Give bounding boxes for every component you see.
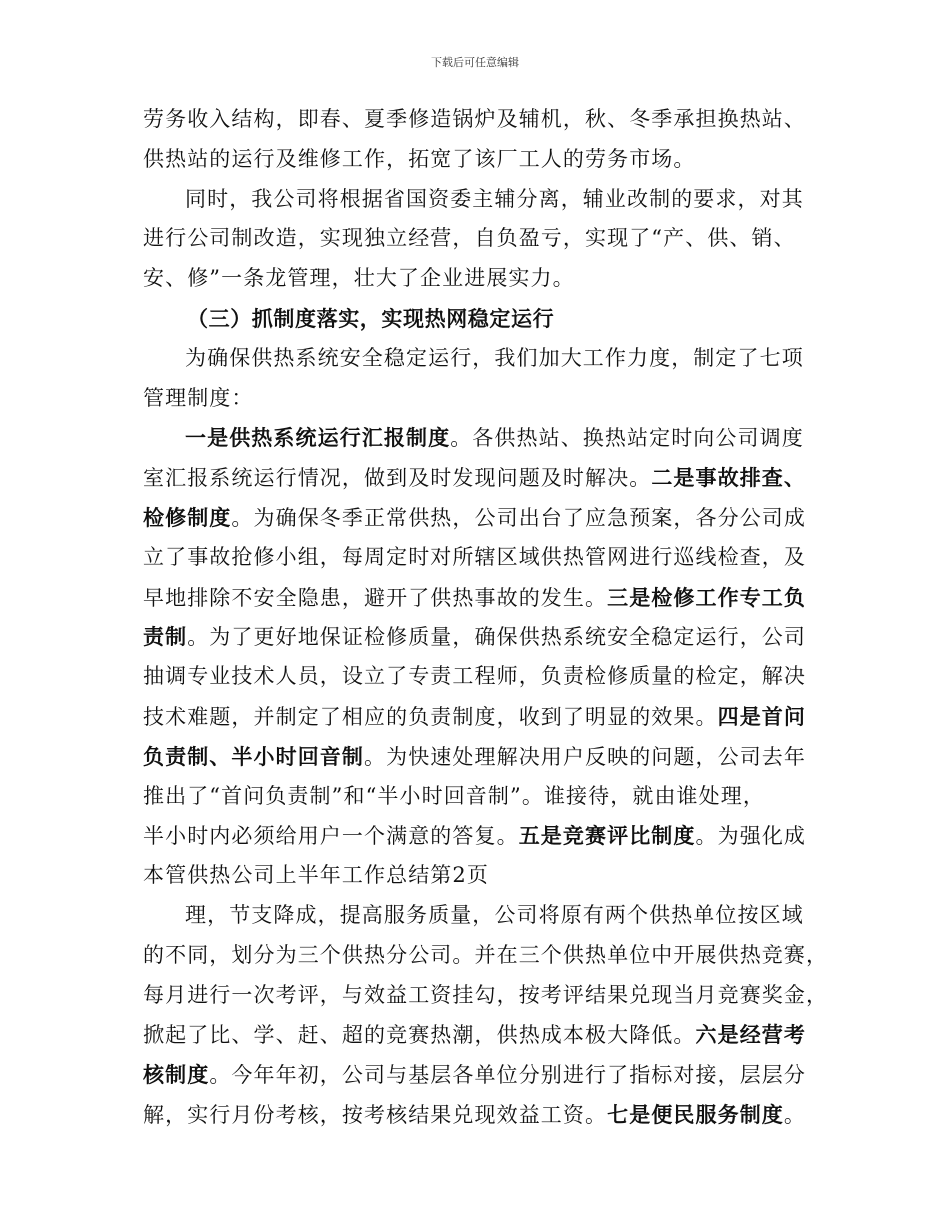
bold-term: 责制	[143, 624, 188, 650]
line-text: 早地排除不安全隐患，避开了供热事故的发生。	[143, 585, 608, 610]
bold-term: 检修制度	[143, 504, 232, 530]
text-line	[143, 1055, 811, 1095]
bold-term: 三是检修工作专工负	[607, 584, 807, 610]
line-text: 。为快速处理解决用户反映的问题，公司去年	[364, 744, 806, 769]
line-text: 推出了“首问负责制”和“半小时回音制”。谁接待，就由谁处理，	[143, 783, 765, 808]
line-text: 掀起了比、学、赶、超的竞赛热潮，供热成本极大降低。	[143, 1023, 696, 1048]
line-text: 。为强化成	[695, 824, 807, 849]
line-text: 劳务收入结构，即春、夏季修造锅炉及辅机，秋、冬季承担换热站、	[143, 107, 806, 131]
bold-term: 负责制、半小时回音制	[143, 743, 364, 769]
text-line	[143, 1015, 811, 1055]
text-line	[143, 259, 811, 299]
line-text: 抽调专业技术人员，设立了专责工程师，负责检修质量的检定，解决	[143, 664, 806, 689]
paragraph-start	[143, 418, 811, 458]
document-body	[143, 100, 829, 1135]
line-text: 室汇报系统运行情况，做到及时发现问题及时解决。	[143, 466, 652, 491]
text-line	[143, 140, 811, 180]
paragraph-start	[143, 896, 811, 936]
text-line	[143, 1095, 811, 1135]
bold-term: 四是首问	[717, 703, 807, 729]
text-line	[143, 498, 811, 538]
line-text: 为确保供热系统安全稳定运行，我们加大工作力度，制定了七项	[185, 345, 804, 370]
paragraph-start	[143, 339, 811, 379]
bold-term: 六是经营考	[695, 1022, 806, 1048]
bold-term: 七是便民服务制度	[607, 1101, 784, 1127]
line-text: 。为了更好地保证检修质量，确保供热系统安全稳定运行，公司	[187, 625, 807, 650]
bold-term: 五是竞赛评比制度	[518, 823, 696, 849]
line-text: 每月进行一次考评，与效益工资挂勾，按考评结果兑现当月竞赛奖金，	[143, 982, 829, 1007]
text-line	[143, 100, 811, 140]
text-line	[143, 777, 811, 817]
line-text: 。今年年初，公司与基层各单位分别进行了指标对接，层层分	[209, 1063, 807, 1088]
text-line	[143, 379, 811, 419]
text-line	[143, 458, 811, 498]
text-line	[143, 976, 829, 1016]
line-text: 。各供热站、换热站定时向公司调度	[450, 426, 804, 451]
line-text: 进行公司制改造，实现独立经营，自负盈亏，实现了“产、供、销、	[143, 226, 796, 251]
page-header: 下载后可任意编辑	[431, 56, 519, 69]
line-text: 管理制度：	[143, 385, 254, 410]
line-text: 解，实行月份考核，按考核结果兑现效益工资。	[143, 1102, 608, 1127]
line-text: 。为确保冬季正常供热，公司出台了应急预案，各分公司成	[231, 505, 807, 530]
bold-term: 二是事故排查、	[651, 465, 807, 491]
line-text: 半小时内必须给用户一个满意的答复。	[143, 824, 519, 849]
line-text: 立了事故抢修小组，每周定时对所辖区域供热管网进行巡线检查，及	[143, 544, 806, 569]
line-text: 。	[783, 1102, 807, 1127]
text-line	[143, 737, 811, 777]
text-line	[143, 657, 811, 697]
line-text: 安、修”一条龙管理，壮大了企业进展实力。	[143, 266, 575, 291]
text-line	[143, 936, 829, 976]
text-line	[143, 617, 811, 657]
text-line	[143, 697, 811, 737]
line-text: 技术难题，并制定了相应的负责制度，收到了明显的效果。	[143, 704, 718, 729]
heading-text: （三）抓制度落实，实现热网稳定运行	[187, 305, 555, 331]
line-text: 供热站的运行及维修工作，拓宽了该厂工人的劳务市场。	[143, 146, 696, 171]
text-line	[143, 856, 811, 896]
text-line	[143, 538, 811, 578]
line-text: 理，节支降成，提高服务质量，公司将原有两个供热单位按区域	[185, 902, 804, 927]
line-text: 的不同，划分为三个供热分公司。并在三个供热单位中开展供热竞赛，	[143, 942, 829, 967]
section-heading	[143, 299, 811, 339]
line-text: 同时，我公司将根据省国资委主辅分离，辅业改制的要求，对其	[185, 186, 804, 211]
bold-term: 一是供热系统运行汇报制度	[185, 425, 451, 451]
text-line	[143, 816, 811, 856]
line-text: 本管供热公司上半年工作总结第2页	[143, 863, 489, 888]
text-line	[143, 578, 811, 618]
text-line	[143, 219, 811, 259]
paragraph-start	[143, 180, 811, 220]
bold-term: 核制度	[143, 1062, 210, 1088]
